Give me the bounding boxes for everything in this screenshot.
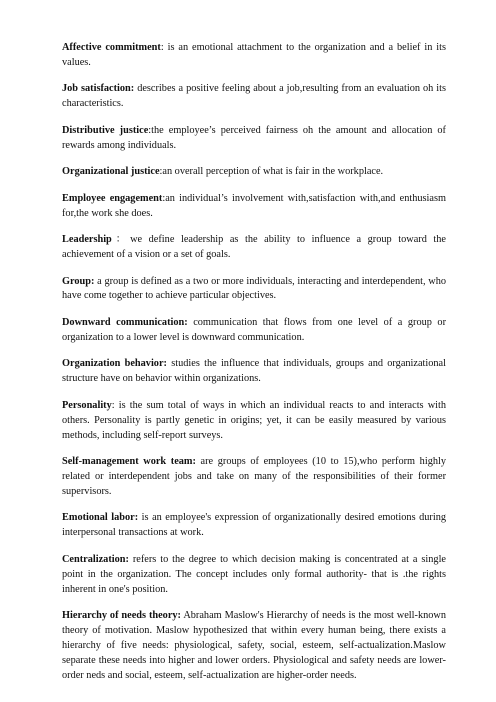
- entry-definition: ：we define leadership as the ability to influence a group toward the achievement of a vision or a set of goals.: [62, 234, 446, 261]
- entry-definition: describes a positive feeling about a job,resulting from an evaluation oh its characteristics.: [62, 83, 447, 110]
- entry-definition: a group is defined as a two or more individuals, interacting and interdependent, who have come together to achieve particular objectives.: [62, 275, 446, 302]
- entry-term: Group:: [62, 275, 95, 287]
- entry-organizational-justice: [62, 165, 446, 180]
- entry-centralization: [62, 553, 446, 598]
- entry-job-satisfaction: [62, 82, 446, 112]
- entry-term: Hierarchy of needs theory:: [62, 610, 181, 622]
- entry-leadership: [62, 233, 446, 263]
- entry-term: Job satisfaction:: [62, 83, 135, 95]
- entry-definition: refers to the degree to which decision making is concentrated at a single point in the organization. The concept includes only formal authority- that is .the rights inherent in one's position.: [62, 553, 446, 595]
- entry-self-management-work-team: [62, 455, 446, 500]
- entry-downward-communication: [62, 316, 446, 346]
- entry-group: [62, 275, 446, 305]
- entry-definition: :the employee’s perceived fairness oh the amount and allocation of rewards among individuals.: [62, 124, 446, 151]
- entry-definition: are groups of employees (10 to 15),who perform highly related or interdependent jobs and take on many of the responsibilities of their former supervisors.: [62, 456, 446, 497]
- entry-distributive-justice: [62, 124, 446, 154]
- entry-affective-commitment: [62, 41, 446, 71]
- entry-definition: studies the influence that individuals, groups and organizational structure have on behavior within organizations.: [62, 358, 446, 385]
- entry-definition: :an overall perception of what is fair in the workplace.: [159, 166, 384, 178]
- entry-organization-behavior: [62, 357, 446, 387]
- entry-term: Downward communication:: [62, 316, 188, 328]
- entry-definition: communication that flows from one level of a group or organization to a lower level is downward communication.: [62, 316, 447, 343]
- entry-term: Emotional labor:: [62, 512, 139, 524]
- entry-employee-engagement: [62, 192, 446, 222]
- entry-definition: is an employee's expression of organizationally desired emotions during interpersonal transactions at work.: [62, 512, 446, 539]
- entry-term: Organizational justice: [62, 166, 160, 178]
- entry-term: Organization behavior:: [62, 358, 167, 370]
- entry-term: Centralization:: [62, 553, 129, 565]
- entry-term: Employee engagement: [62, 192, 163, 204]
- entry-personality: [62, 399, 446, 444]
- entry-emotional-labor: [62, 511, 446, 541]
- entry-term: Distributive justice: [62, 124, 149, 136]
- entry-definition: Abraham Maslow's Hierarchy of needs is the most well-known theory of motivation. Maslow hypothesized that within every human being, there exists a hierarchy of five needs: physiological, safety, social, esteem, self-actualization.Maslow separate these needs into higher and lower orders. Physiological and safety needs are lower-order neds and social, esteem, self-actualization are higher-order needs.: [62, 610, 446, 681]
- entry-definition: : is an emotional attachment to the organization and a belief in its values.: [62, 42, 447, 68]
- entry-term: Affective commitment: [62, 42, 161, 53]
- entry-term: Leadership: [62, 234, 112, 246]
- entry-term: Personality: [62, 399, 112, 411]
- entry-term: Self-management work team:: [62, 456, 196, 468]
- entry-hierarchy-of-needs-theory: [62, 609, 446, 684]
- entry-definition: :an individual’s involvement with,satisfaction with,and enthusiasm for,the work she does.: [62, 192, 446, 219]
- entry-definition: : is the sum total of ways in which an individual reacts to and interacts with others. Personality is partly genetic in origins; yet, it can be easily measured by various methods, including self-report surveys.: [62, 399, 446, 441]
